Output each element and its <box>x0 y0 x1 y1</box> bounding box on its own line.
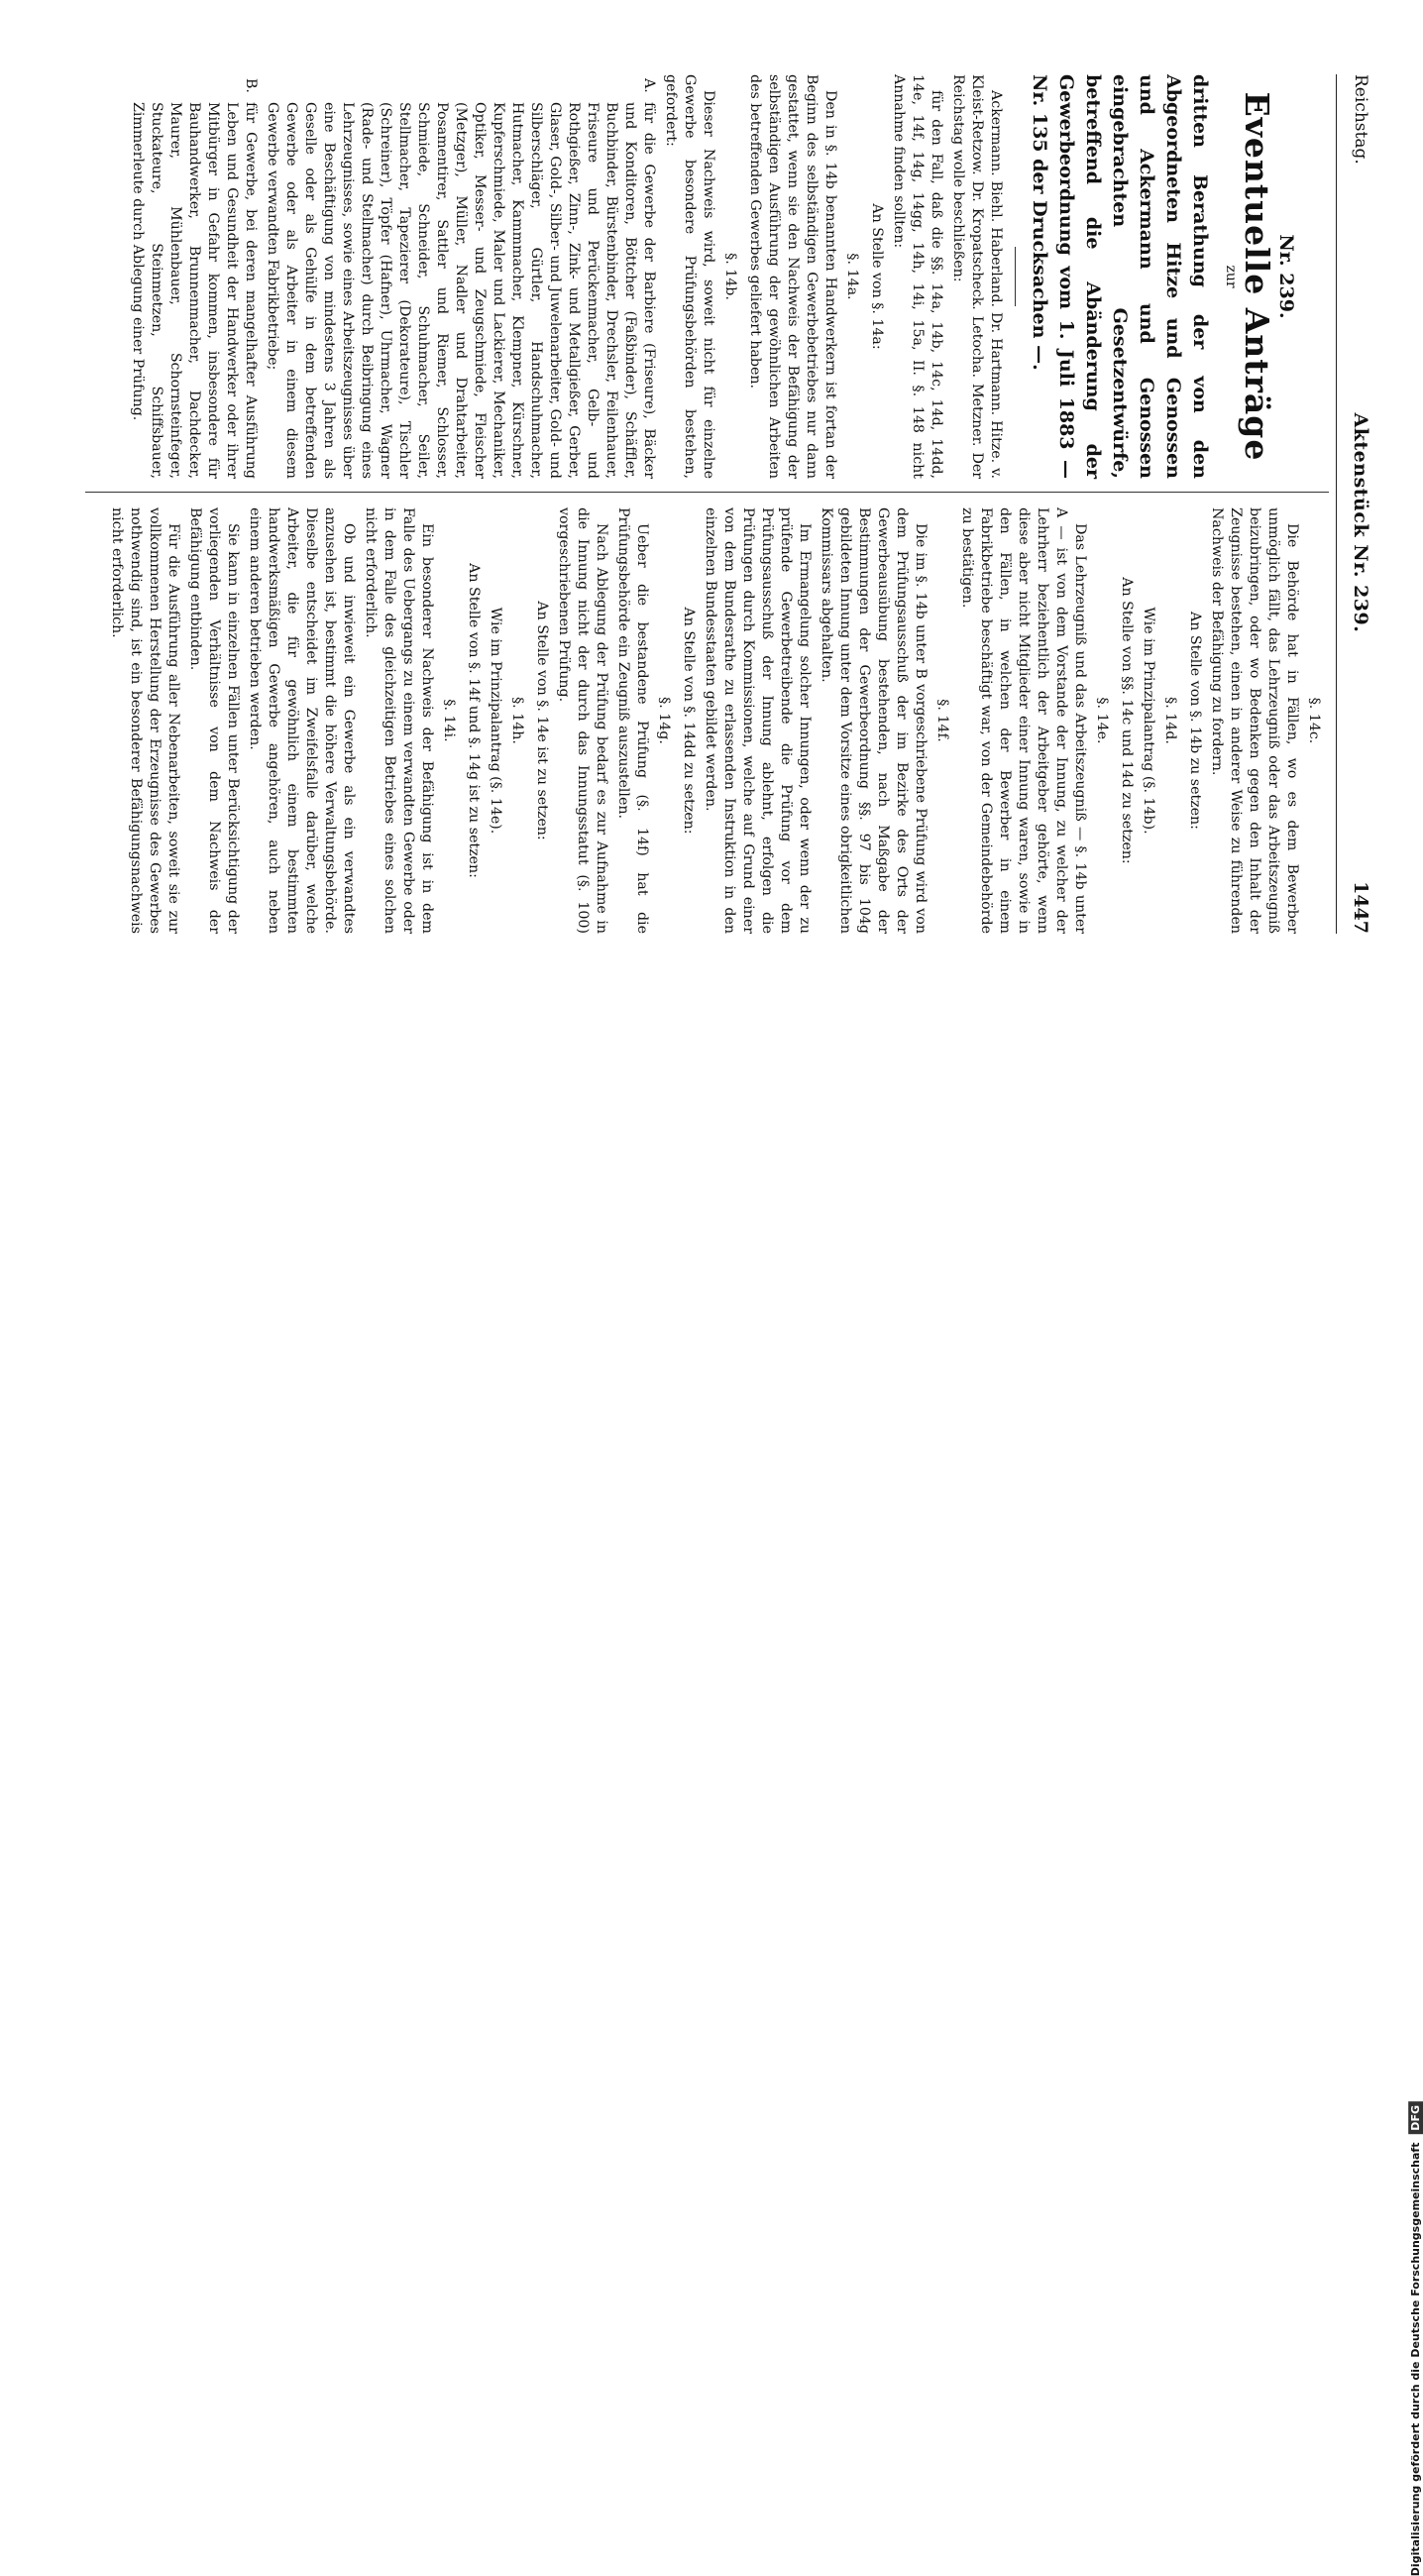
short-rule <box>1015 247 1016 306</box>
section-heading: §. 14c. <box>1306 697 1322 744</box>
section-heading: §. 14f. <box>934 699 950 742</box>
item-text: für die Gewerbe der Barbiere (Friseure), Bäcker und Konditoren, Böttcher (Faßbinder), Schäffler, Buchbinder, Bürstenbinder, Drechsler, Feilenhauer, Friseure und Perückenmacher, Gelb- und Rothgießer, Zinn-, Zink- und Metallgießer, Gerber, Glaser, Gold-, Silber- und Juwelenarbeiter, Gold- und Silberschläger, Gürtler, Handschuhmacher, Hutmacher, Kammmacher, Klempner, Kürschner, Kupferschmiede, Maler und Lackierer, Mechaniker, Optiker, Messer- und Zeugschmiede, Fleischer (Metzger), Müller, Nadler und Drahtarbeiter, Posamentirer, Sattler und Riemer, Schlosser, Schmiede, Schneider, Schuhmacher, Seiler, Stellmacher, Tapezierer (Dekorateure), Tischler (Schreiner), Töpfer (Hafner), Uhrmacher, Wagner (Rade- und Stellmacher) durch Beibringung eines Lehrzeugnisses, sowie eines Arbeitszeugnisses über eine Beschäftigung von mindestens 3 Jahren als Geselle oder als Gehülfe in dem betreffenden Gewerbe oder als Arbeiter in einem diesem Gewerbe verwandten Fabrikbetriebe; <box>265 102 657 479</box>
paragraph: An Stelle von §§. 14c und 14d zu setzen: <box>1119 577 1135 864</box>
paragraph: Für die Ausführung aller Nebenarbeiten, soweit sie zur vollkommenen Herstellung der Erzeugnisse des Gewerbes nothwendig sind, ist ein besonderer Befähigungsnachweis nicht erforderlich. <box>109 507 181 934</box>
section-heading: §. 14e. <box>1094 697 1110 744</box>
document-number: Nr. 239. <box>1275 234 1297 319</box>
section-heading: §. 14b. <box>722 253 738 300</box>
paragraph: Ein besonderer Nachweis der Befähigung ist in dem Falle des Uebergangs zu einem verwandten Gewerbe oder in dem Falle des gleichzeitigen Betriebes eines solchen nicht erforderlich. <box>363 507 435 934</box>
paragraph: An Stelle von §. 14dd zu setzen: <box>681 607 697 835</box>
column-separator <box>85 492 1329 493</box>
section-heading: §. 14h. <box>509 697 525 744</box>
section-heading: §. 14d. <box>1162 697 1178 744</box>
right-column <box>85 507 1329 934</box>
left-column <box>85 74 1329 479</box>
page-number: 1447 <box>1350 881 1371 934</box>
paragraph: Die im §. 14b unter B vorgeschriebene Prüfung wird von dem Prüfungsausschuß der im Bezirke des Orts der Gewerbeausübung bestehenden, nach Maßgabe der Bestimmungen der Gewerbeordnung §§. 97 bis 104g gebildeten Innung unter dem Vorsitze eines obrigkeitlichen Kommissars abgehalten. <box>819 507 929 934</box>
paragraph: Dieser Nachweis wird, soweit nicht für einzelne Gewerbe besondere Prüfungsbehörden bestehen, gefordert: <box>663 74 716 479</box>
list-item <box>263 74 658 479</box>
paragraph: Wie im Prinzipalantrag (§. 14b). <box>1141 607 1156 835</box>
header-left: Reichstag. <box>1351 74 1370 165</box>
header-title: Aktenstück Nr. 239. <box>1350 412 1371 633</box>
document-title: Eventuelle Anträge <box>1238 91 1276 462</box>
list-item <box>128 74 260 479</box>
section-heading: §. 14g. <box>656 697 672 744</box>
digitization-note <box>1401 833 1422 2576</box>
item-text: für Gewerbe, bei deren mangelhafter Ausführung Leben und Gesundheit der Handwerker oder ihrer Mitbürger in Gefahr kommen, insbesondere für Bauhandwerker, Brunnenmacher, Dachdecker, Maurer, Mühlenbauer, Schornsteinfeger, Stuckateure, Steinmetzen, Schiffsbauer, Zimmerleute durch Ablegung einer Prüfung. <box>130 102 259 479</box>
section-heading: §. 14i. <box>441 699 457 742</box>
paragraph: Das Lehrzeugniß und das Arbeitszeugniß — §. 14b unter A — ist von dem Vorstande der Innung, zu welcher der Lehrherr beziehentlich der Arbeitgeber gehörte, wenn diese aber nicht Mitglieder einer Innung waren, sowie in den Fällen, in welchen der Bewerber in einem Fabrikbetriebe beschäftigt war, von der Gemeindebehörde zu bestätigen. <box>959 507 1088 934</box>
paragraph: An Stelle von §. 14a: <box>869 203 885 350</box>
page-header <box>1341 74 1380 934</box>
paragraph: Ueber die bestandene Prüfung (§. 14f) hat die Prüfungsbehörde ein Zeugniß auszustellen. <box>615 507 650 934</box>
dfg-badge: DFG <box>1408 2101 1423 2135</box>
paragraph: für den Fall, daß die §§. 14a, 14b, 14c, 14d, 14dd, 14e, 14f, 14g, 14gg, 14h, 14i, 15a, II. §. 148 nicht Annahme finden sollten: <box>891 74 944 479</box>
document-page <box>11 20 1408 971</box>
section-heading: §. 14a. <box>844 253 860 300</box>
signers-paragraph: Ackermann. Biehl. Haberland. Dr. Hartmann. Hitze. v. Kleist-Retzow. Dr. Kropatscheck. Letocha. Metzner. Der Reichstag wolle beschließen: <box>950 74 1004 479</box>
paragraph: An Stelle von §. 14f und §. 14g ist zu setzen: <box>466 563 482 878</box>
paragraph: Wie im Prinzipalantrag (§. 14e). <box>488 607 503 835</box>
item-label: A. <box>641 78 657 93</box>
item-label: B. <box>243 78 259 93</box>
header-rule <box>1336 74 1337 934</box>
paragraph: Ob und inwieweit ein Gewerbe als ein verwandtes anzusehen ist, bestimmt die höhere Verwaltungsbehörde. Dieselbe entscheidet im Zweifelsfalle darüber, welche Arbeiter, die für gewöhnlich einem bestimmten handwerksmäßigen Gewerbe angehören, auch neben einem anderen betrieben werden. <box>247 507 357 934</box>
paragraph: An Stelle von §. 14b zu setzen: <box>1187 612 1203 830</box>
paragraph: Sie kann in einzelnen Fällen unter Berücksichtigung der vorliegenden Verhältnisse von dem Nachweis der Befähigung entbinden. <box>187 507 241 934</box>
paragraph: Den in §. 14b benannten Handwerkern ist fortan der Beginn des selbständigen Gewerbebetriebes nur dann gestattet, wenn sie den Nachweis der Befähigung der selbständigen Ausführung der gewöhnlichen Arbeiten des betreffenden Gewerbes geliefert haben. <box>747 74 838 479</box>
paragraph: Im Ermangelung solcher Innungen, oder wenn der zu prüfende Gewerbetreibende die Prüfung vor dem Prüfungsausschuß der Innung ablehnt, erfolgen die Prüfungen durch Kommissionen, welche auf Grund einer von dem Bundesrathe zu erlassenden Instruktion in den einzelnen Bundesstaaten gebildet werden. <box>703 507 813 934</box>
document-description: dritten Berathung der von den Abgeordneten Hitze und Genossen und Ackermann und Genossen eingebrachten Gesetzentwürfe, betreffend die Abänderung der Gewerbeordnung vom 1. Juli 1883 — Nr. 135 der Drucksachen —. <box>1029 74 1211 479</box>
paragraph: Die Behörde hat in Fällen, wo es dem Bewerber unmöglich fällt, das Lehrzeugniß oder das Arbeitszeugniß beizubringen, oder wo Bedenken gegen den Inhalt der Zeugnisse bestehen, einen in anderer Weise zu führenden Nachweis der Befähigung zu fordern. <box>1209 507 1300 934</box>
digitization-text: Digitalisierung gefördert durch die Deutsche Forschungsgemeinschaft <box>1409 2142 1422 2576</box>
paragraph: Nach Ablegung der Prüfung bedarf es zur Aufnahme in die Innung nicht der durch das Innungsstatut (§. 100) vorgeschriebenen Prüfung. <box>556 507 609 934</box>
title-connector: zur <box>1223 265 1239 288</box>
paragraph: An Stelle von §. 14e ist zu setzen: <box>534 601 550 840</box>
